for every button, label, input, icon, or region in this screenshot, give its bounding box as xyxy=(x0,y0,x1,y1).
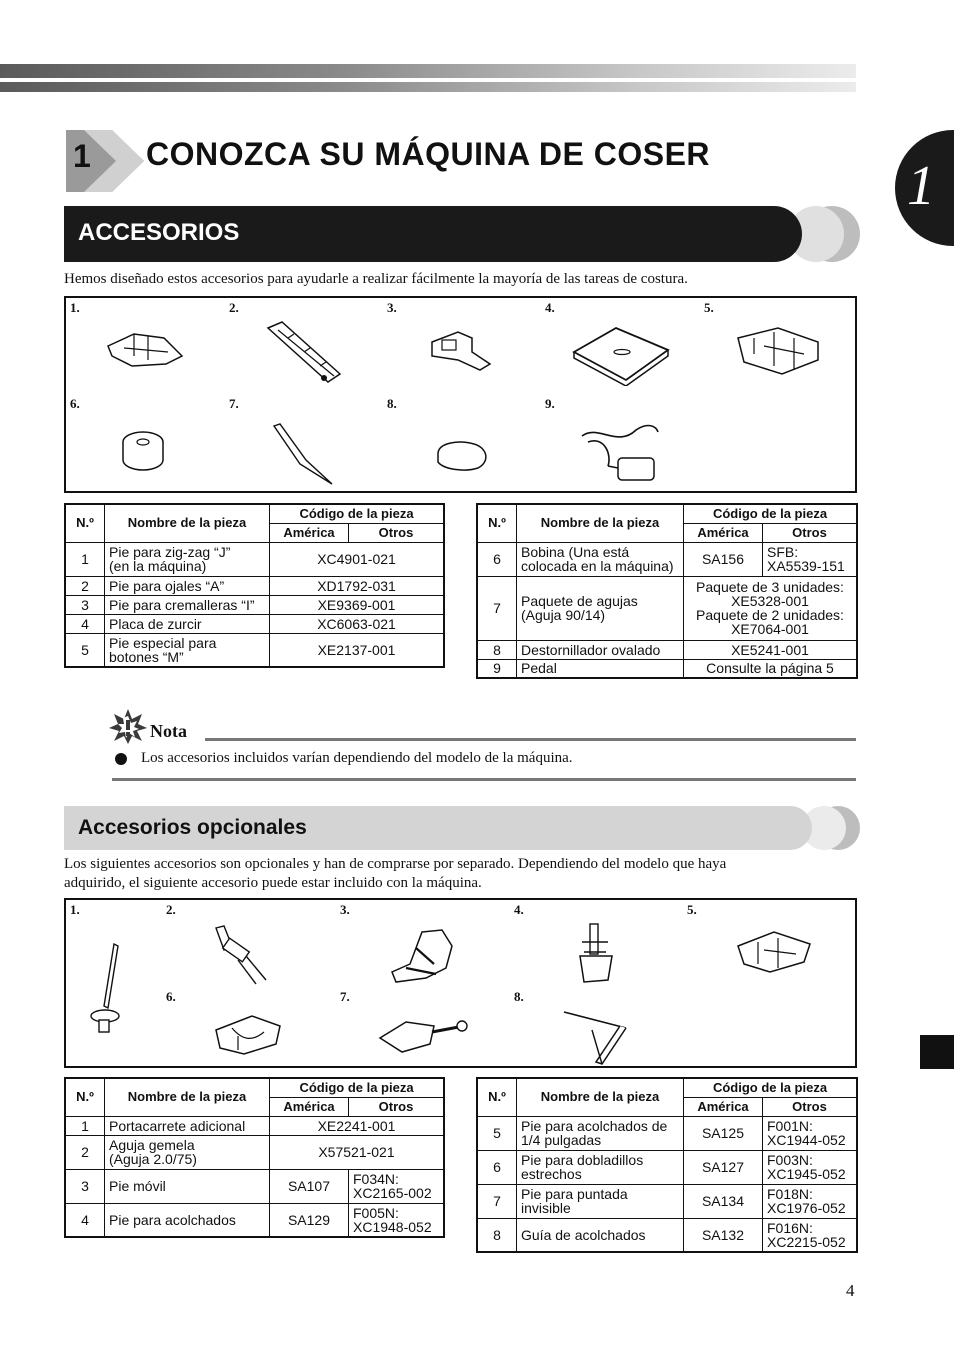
item-label: 5. xyxy=(704,300,714,315)
zigzag-foot-icon xyxy=(104,326,186,372)
header-name: Nombre de la pieza xyxy=(517,1078,684,1116)
section2-intro: Los siguientes accesorios son opcionales y han de comprarse por separado. Dependiendo del modelo que haya adquirido, el siguiente accesorio puede estar incluido con la máquina. xyxy=(64,856,727,891)
optional-parts-table-right xyxy=(476,1077,858,1253)
quarter-inch-foot-icon xyxy=(734,928,814,976)
note-title: Nota xyxy=(150,721,187,741)
section-opcionales-bar xyxy=(64,806,856,850)
item-label: 7. xyxy=(229,396,239,411)
header-america: América xyxy=(270,1097,349,1116)
table-row: 3 Pie para cremalleras “I” XE9369-001 xyxy=(65,595,444,614)
header-otros: Otros xyxy=(763,523,858,542)
needle-pack-icon xyxy=(270,422,338,486)
item-label: 7. xyxy=(340,989,350,1004)
buttonhole-foot-icon xyxy=(264,320,346,386)
header-america: América xyxy=(270,523,349,542)
table-row: 1 Pie para zig-zag “J” (en la máquina) XC4901-021 xyxy=(65,542,444,576)
header-name: Nombre de la pieza xyxy=(105,1078,270,1116)
optional-parts-table-left xyxy=(64,1077,445,1238)
table-row: 8 Destornillador ovalado XE5241-001 xyxy=(477,640,857,659)
item-label: 3. xyxy=(387,300,397,315)
quilting-foot-icon xyxy=(572,922,620,988)
header-gradient-bar xyxy=(0,64,856,92)
foot-pedal-icon xyxy=(578,418,662,488)
chapter-title: CONOZCA SU MÁQUINA DE COSER xyxy=(146,136,711,172)
note-text: Los accesorios incluidos varían dependiendo del modelo de la máquina. xyxy=(141,750,573,766)
section-title-accesorios: ACCESORIOS xyxy=(78,219,240,246)
item-label: 2. xyxy=(229,300,239,315)
item-label: 8. xyxy=(387,396,397,411)
side-index-marker xyxy=(920,1035,954,1069)
item-label: 6. xyxy=(70,396,80,411)
parts-table-right xyxy=(476,503,858,679)
chapter-number: 1 xyxy=(73,138,91,174)
item-label: 4. xyxy=(545,300,555,315)
note-divider-top xyxy=(205,738,856,741)
header-name: Nombre de la pieza xyxy=(105,504,270,542)
note-divider-bottom xyxy=(112,778,856,781)
table-row: 7 Paquete de agujas (Aguja 90/14) Paquete de 3 unidades: XE5328-001 Paquete de 2 unidades: XE7064-001 xyxy=(477,576,857,640)
item-label: 3. xyxy=(340,902,350,917)
twin-needle-icon xyxy=(210,924,270,988)
item-label: 1. xyxy=(70,300,80,315)
item-label: 4. xyxy=(514,902,524,917)
chapter-tab xyxy=(895,130,954,246)
walking-foot-icon xyxy=(386,928,458,986)
item-label: 2. xyxy=(166,902,176,917)
header-code: Código de la pieza xyxy=(270,504,445,523)
table-row: 2 Aguja gemela (Aguja 2.0/75) X57521-021 xyxy=(65,1135,444,1169)
item-label: 5. xyxy=(687,902,697,917)
table-row: 1 Portacarrete adicional XE2241-001 xyxy=(65,1116,444,1135)
header-otros: Otros xyxy=(763,1097,858,1116)
accessories-image-box xyxy=(64,296,857,493)
header-num: N.º xyxy=(477,504,517,542)
table-row: 5 Pie especial para botones “M” XE2137-001 xyxy=(65,633,444,667)
table-row: 8 Guía de acolchados SA132 F016N: XC2215-052 xyxy=(477,1218,857,1252)
header-otros: Otros xyxy=(349,523,445,542)
section-accesorios-bar xyxy=(64,206,856,262)
bullet-icon xyxy=(115,753,127,765)
item-label: 6. xyxy=(166,989,176,1004)
table-row: 6 Pie para dobladillos estrechos SA127 F003N: XC1945-052 xyxy=(477,1150,857,1184)
table-row: 9 Pedal Consulte la página 5 xyxy=(477,659,857,678)
page-number: 4 xyxy=(846,1281,855,1300)
quilting-guide-icon xyxy=(562,1008,632,1068)
parts-table-left xyxy=(64,503,445,668)
table-row: 3 Pie móvil SA107 F034N: XC2165-002 xyxy=(65,1169,444,1203)
item-label: 1. xyxy=(70,902,80,917)
table-row: 4 Pie para acolchados SA129 F005N: XC1948-052 xyxy=(65,1203,444,1237)
header-code: Código de la pieza xyxy=(684,1078,858,1097)
header-america: América xyxy=(684,1097,763,1116)
chapter-tab-number: 1 xyxy=(907,155,935,217)
table-row: 6 Bobina (Una está colocada en la máquina) SA156 SFB: XA5539-151 xyxy=(477,542,857,576)
table-row: 5 Pie para acolchados de 1/4 pulgadas SA125 F001N: XC1944-052 xyxy=(477,1116,857,1150)
header-otros: Otros xyxy=(349,1097,445,1116)
header-code: Código de la pieza xyxy=(270,1078,445,1097)
header-code: Código de la pieza xyxy=(684,504,858,523)
header-num: N.º xyxy=(65,504,105,542)
narrow-hem-foot-icon xyxy=(212,1012,284,1058)
table-row: 4 Placa de zurcir XC6063-021 xyxy=(65,614,444,633)
header-name: Nombre de la pieza xyxy=(517,504,684,542)
darning-plate-icon xyxy=(570,324,670,386)
section1-intro: Hemos diseñado estos accesorios para ayudarle a realizar fácilmente la mayoría de las tareas de costura. xyxy=(64,271,688,287)
bobbin-icon xyxy=(118,428,168,474)
header-num: N.º xyxy=(477,1078,517,1116)
spool-pin-icon xyxy=(86,942,132,1036)
header-num: N.º xyxy=(65,1078,105,1116)
screwdriver-icon xyxy=(432,438,492,472)
item-label: 8. xyxy=(514,989,524,1004)
blind-stitch-foot-icon xyxy=(376,1010,470,1056)
item-label: 9. xyxy=(545,396,555,411)
table-row: 7 Pie para puntada invisible SA134 F018N: XC1976-052 xyxy=(477,1184,857,1218)
zipper-foot-icon xyxy=(428,328,496,374)
header-america: América xyxy=(684,523,763,542)
optional-accessories-image-box xyxy=(64,898,857,1068)
table-row: 2 Pie para ojales “A” XD1792-031 xyxy=(65,576,444,595)
section-title-opcionales: Accesorios opcionales xyxy=(78,816,307,839)
note-burst-icon xyxy=(108,708,148,744)
button-sewing-foot-icon xyxy=(734,324,822,382)
